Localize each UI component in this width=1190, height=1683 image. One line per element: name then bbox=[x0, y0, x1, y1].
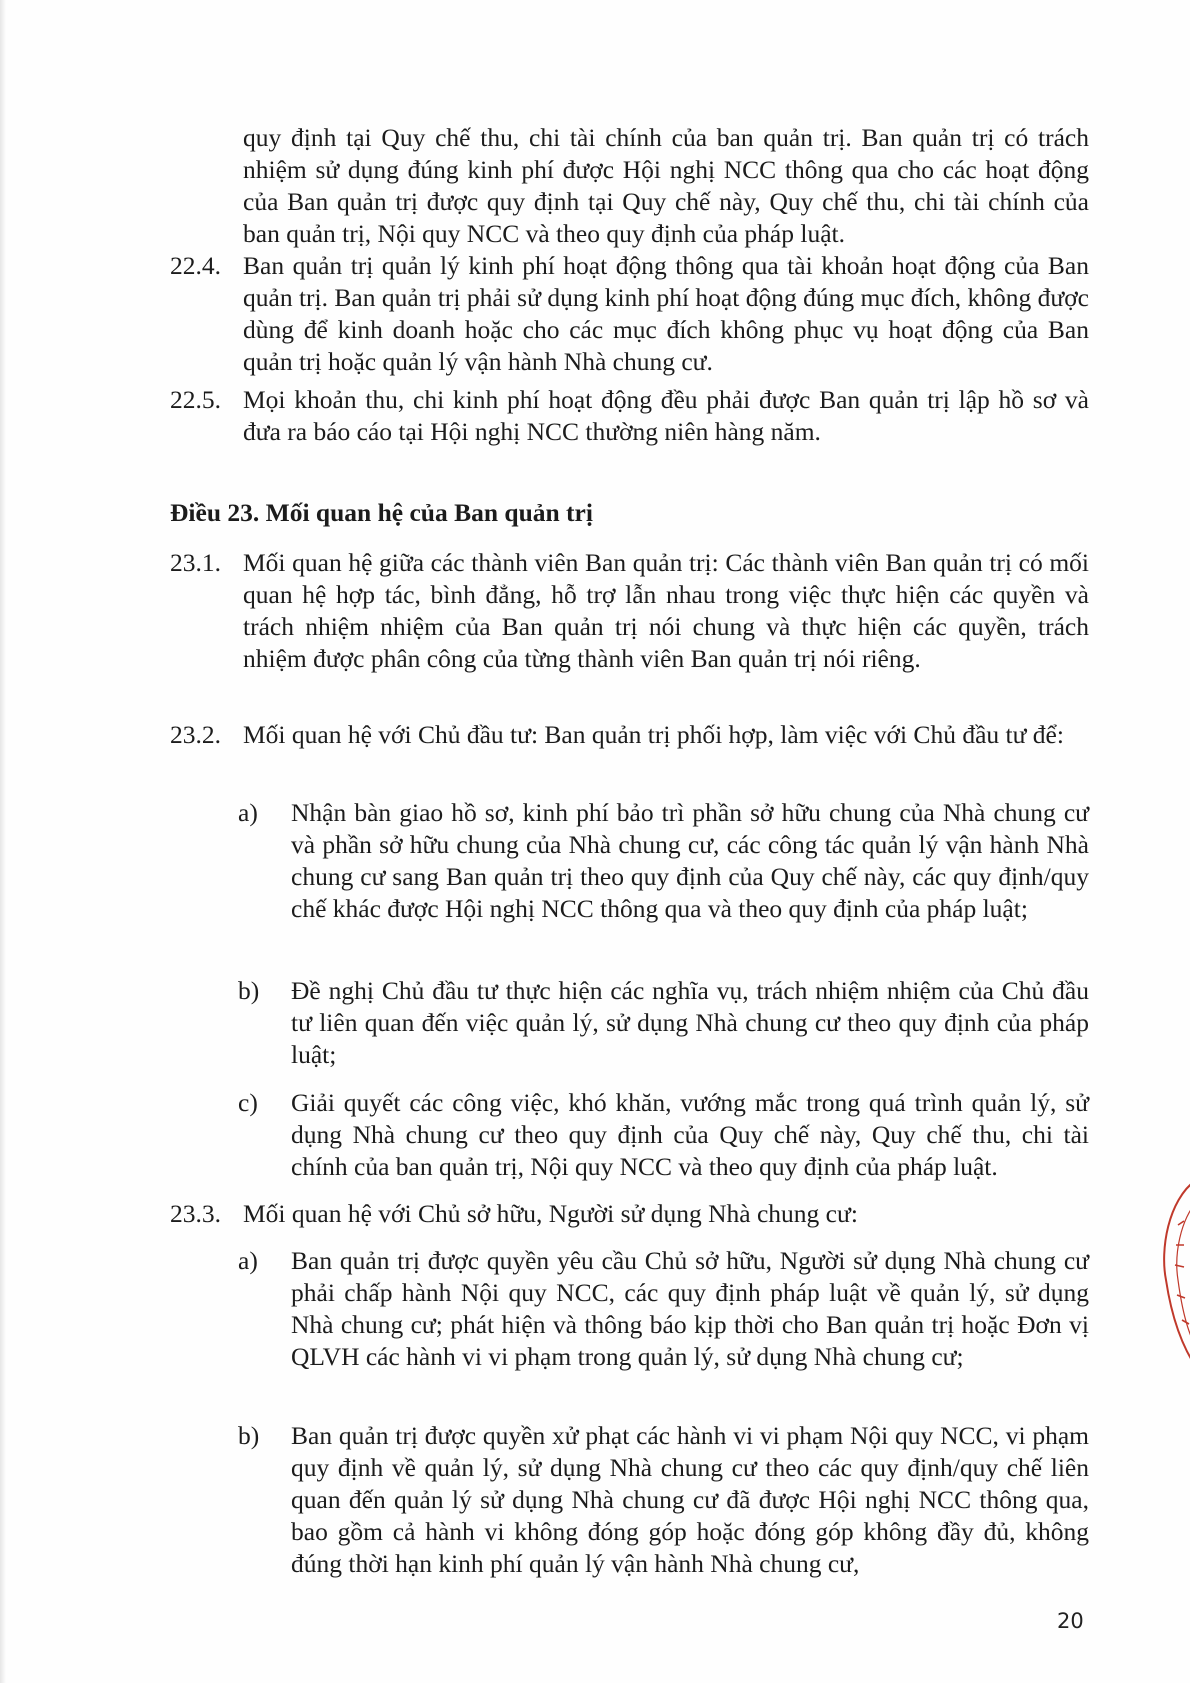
item-text: Ban quản trị quản lý kinh phí hoạt động thông qua tài khoản hoạt động của Ban quản trị. Ban quản trị phải sử dụng kinh phí hoạt động đúng mục đích, không được dùng để kinh doanh hoặc cho các mục đích không phục vụ hoạt động của Ban quản trị hoặc quản lý vận hành Nhà chung cư. bbox=[243, 251, 1089, 376]
subitem-label: a) bbox=[238, 1246, 258, 1275]
subitem-label: b) bbox=[238, 1421, 260, 1450]
item-text: Mọi khoản thu, chi kinh phí hoạt động đều phải được Ban quản trị lập hồ sơ và đưa ra báo cáo tại Hội nghị NCC thường niên hàng năm. bbox=[243, 385, 1089, 446]
item-number: 22.5. bbox=[170, 385, 221, 414]
intro-paragraph: quy định tại Quy chế thu, chi tài chính của ban quản trị. Ban quản trị có trách nhiệm sử dụng đúng kinh phí được Hội nghị NCC thông qua cho các hoạt động của Ban quản trị được quy định tại Quy chế này, Quy chế thu, chi tài chính của ban quản trị, Nội quy NCC và theo quy định của pháp luật. bbox=[243, 123, 1089, 248]
subitem-text: Ban quản trị được quyền xử phạt các hành vi vi phạm Nội quy NCC, vi phạm quy định về quản lý, sử dụng Nhà chung cư theo các quy định/quy chế liên quan đến quản lý sử dụng Nhà chung cư đã được Hội nghị NCC thông qua, bao gồm cả hành vi không đóng góp hoặc đóng góp không đầy đủ, không đúng thời hạn kinh phí quản lý vận hành Nhà chung cư, bbox=[291, 1421, 1089, 1578]
subitem-text: Đề nghị Chủ đầu tư thực hiện các nghĩa vụ, trách nhiệm nhiệm của Chủ đầu tư liên quan đến việc quản lý, sử dụng Nhà chung cư theo quy định của pháp luật; bbox=[291, 976, 1089, 1069]
subitem-label: b) bbox=[238, 976, 260, 1005]
subitem-text: Giải quyết các công việc, khó khăn, vướng mắc trong quá trình quản lý, sử dụng Nhà chung cư theo quy định của Quy chế này, Quy chế thu, chi tài chính của ban quản trị, Nội quy NCC và theo quy định của pháp luật. bbox=[291, 1088, 1089, 1181]
subitem-label: a) bbox=[238, 798, 258, 827]
item-number: 23.2. bbox=[170, 720, 221, 749]
item-number: 23.3. bbox=[170, 1199, 221, 1228]
subitem-text: Ban quản trị được quyền yêu cầu Chủ sở hữu, Người sử dụng Nhà chung cư phải chấp hành Nội quy NCC, các quy định pháp luật về quản lý, sử dụng Nhà chung cư; phát hiện và thông báo kịp thời cho Ban quản trị hoặc Đơn vị QLVH các hành vi vi phạm trong quản lý, sử dụng Nhà chung cư; bbox=[291, 1246, 1089, 1371]
item-text: Mối quan hệ giữa các thành viên Ban quản trị: Các thành viên Ban quản trị có mối quan hệ hợp tác, bình đẳng, hỗ trợ lẫn nhau trong việc thực hiện các quyền và trách nhiệm nhiệm của Ban quản trị nói chung và thực hiện các quyền, trách nhiệm được phân công của từng thành viên Ban quản trị nói riêng. bbox=[243, 548, 1089, 673]
item-number: 23.1. bbox=[170, 548, 221, 577]
item-text: Mối quan hệ với Chủ sở hữu, Người sử dụng Nhà chung cư: bbox=[243, 1199, 858, 1228]
item-text: Mối quan hệ với Chủ đầu tư: Ban quản trị phối hợp, làm việc với Chủ đầu tư để: bbox=[243, 720, 1064, 749]
seal-stamp-icon bbox=[1158, 1170, 1190, 1380]
page-edge-shadow bbox=[0, 0, 6, 1683]
item-number: 22.4. bbox=[170, 251, 221, 280]
subitem-text: Nhận bàn giao hồ sơ, kinh phí bảo trì phần sở hữu chung của Nhà chung cư và phần sở hữu chung của Nhà chung cư, các công tác quản lý vận hành Nhà chung cư sang Ban quản trị theo quy định của Quy chế này, các quy định/quy chế khác được Hội nghị NCC thông qua và theo quy định của pháp luật; bbox=[291, 798, 1089, 923]
subitem-label: c) bbox=[238, 1088, 258, 1117]
page-number: 20 bbox=[1057, 1609, 1084, 1633]
article-heading: Điều 23. Mối quan hệ của Ban quản trị bbox=[170, 498, 593, 527]
